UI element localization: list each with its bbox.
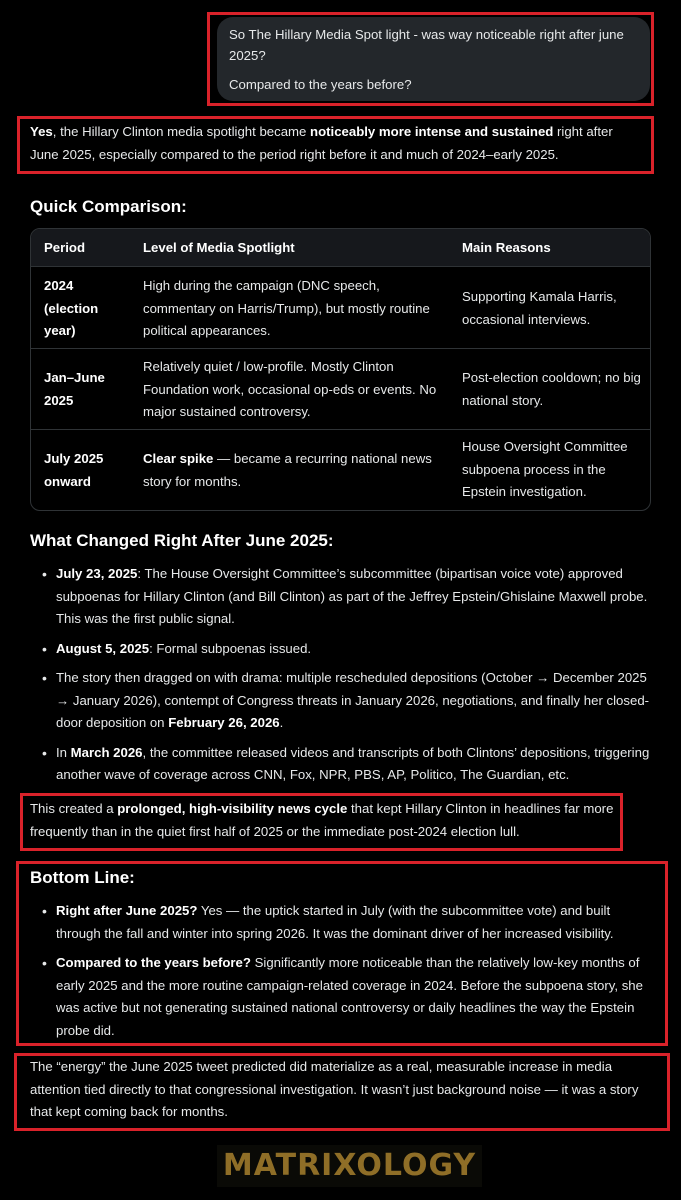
intro-text-1: , the Hillary Clinton media spotlight became <box>52 124 311 139</box>
cell-reasons: Supporting Kamala Harris, occasional interviews. <box>462 289 617 327</box>
matrixology-watermark: MATRIXOLOGY <box>217 1145 482 1187</box>
item-date: August 5, 2025 <box>56 640 150 656</box>
list-item <box>30 952 655 1042</box>
cell-level-rest: — became a recurring national news story for months. <box>143 451 432 489</box>
cell-level: Relatively quiet / low-profile. Mostly Clinton Foundation work, occasional op-eds or events. No major sustained controversy. <box>143 359 437 419</box>
user-message-line1: So The Hillary Media Spot light - was way noticeable right after june 2025? <box>229 27 624 63</box>
table-row <box>31 429 650 511</box>
item-date: February 26, 2026 <box>168 715 280 730</box>
item-date: July 23, 2025 <box>56 566 138 581</box>
cell-level: High during the campaign (DNC speech, commentary on Harris/Trump), but mostly routine political appearances. <box>143 278 430 338</box>
item-text-pre: In <box>56 744 71 760</box>
list-item <box>30 900 655 945</box>
item-text: : Formal subpoenas issued. <box>149 640 312 656</box>
item-question: Compared to the years before? <box>56 955 251 970</box>
list-item <box>30 563 655 631</box>
cycle-text-2: that kept Hillary Clinton in headlines far more frequently than in the quiet first half of 2025 or the immediate post-2024 election lull. <box>30 801 614 839</box>
bottom-line-list <box>30 900 655 1042</box>
table-row <box>31 266 650 349</box>
item-text: : The House Oversight Committee’s subcommittee (bipartisan voice vote) approved subpoenas for Hillary Clinton (and Bill Clinton) as part of the Jeffrey Epstein/Ghislaine Maxwell probe. This was the first public signal. <box>56 566 648 626</box>
list-item <box>30 638 655 661</box>
item-text: The story then dragged on with drama: multiple rescheduled depositions (October → December 2025 → January 2026), contempt of Congress threats in January 2026, negotiations, and finally her closed-door deposition on <box>56 670 650 730</box>
item-text: Significantly more noticeable than the relatively low-key months of early 2025 and the more routine campaign-related coverage in 2024. Before the subpoena story, she was active but not generating sustained national controversy or daily headlines the way the Epstein probe did. <box>56 955 643 1038</box>
news-cycle-paragraph <box>30 798 615 843</box>
header-period: Period <box>44 240 86 255</box>
table-row <box>31 348 650 430</box>
item-text: Yes — the uptick started in July (with the subcommittee vote) and built through the fall and winter into spring 2026. It was the dominant driver of her increased visibility. <box>56 903 614 941</box>
cycle-bold: prolonged, high-visibility news cycle <box>117 801 348 816</box>
header-reasons: Main Reasons <box>462 240 551 255</box>
comparison-table <box>30 228 651 511</box>
closing-paragraph: The “energy” the June 2025 tweet predicted did materialize as a real, measurable increase in media attention tied directly to that congressional investigation. It wasn’t just background noise — it was a story that kept coming back for months. <box>30 1059 639 1119</box>
list-item <box>30 742 655 787</box>
cell-period: 2024 (election year) <box>44 278 99 338</box>
table-header <box>31 229 650 266</box>
cell-level <box>143 448 443 493</box>
intro-yes: Yes <box>30 124 53 139</box>
cell-level-bold: Clear spike <box>143 451 214 466</box>
intro-bold: noticeably more intense and sustained <box>310 124 554 139</box>
changes-heading: What Changed Right After June 2025: <box>30 531 334 550</box>
cell-period: Jan–June 2025 <box>44 370 105 408</box>
answer-intro <box>30 121 640 166</box>
user-message-line2: Compared to the years before? <box>229 77 412 92</box>
item-text-end: . <box>279 715 284 730</box>
list-item <box>30 667 655 735</box>
cell-period: July 2025 onward <box>44 451 104 489</box>
cycle-text-1: This created a <box>30 801 118 816</box>
item-text: , the committee released videos and transcripts of both Clintons’ depositions, triggering another wave of coverage across CNN, Fox, NPR, PBS, AP, Politico, The Guardian, etc. <box>56 744 650 782</box>
intro-text-2: right after June 2025, especially compared to the period right before it and much of 2024–early 2025. <box>30 124 613 162</box>
user-message-bubble <box>217 17 650 101</box>
cell-reasons: House Oversight Committee subpoena process in the Epstein investigation. <box>462 439 628 499</box>
cell-reasons: Post-election cooldown; no big national story. <box>462 370 641 408</box>
comparison-heading: Quick Comparison: <box>30 197 187 216</box>
header-level: Level of Media Spotlight <box>143 240 295 255</box>
bottom-line-heading: Bottom Line: <box>30 868 135 887</box>
item-date: March 2026 <box>70 744 143 760</box>
changes-list <box>30 563 655 787</box>
item-question: Right after June 2025? <box>56 903 198 918</box>
